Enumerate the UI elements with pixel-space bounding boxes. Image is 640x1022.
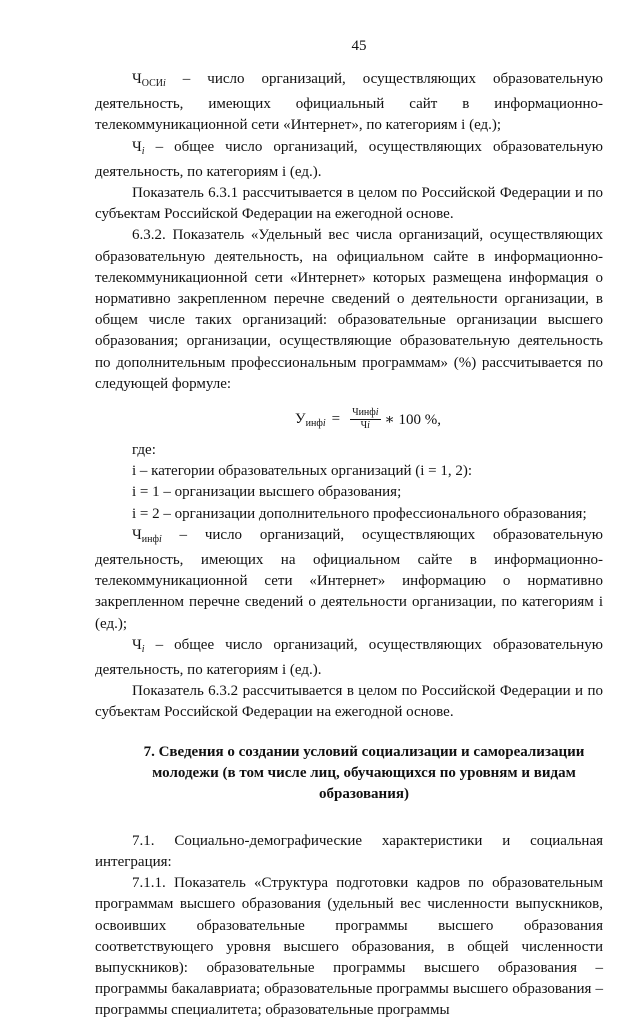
document-page [95, 38, 603, 1022]
definition-chinf-text: – число организаций, осуществляющих образовательную деятельность, имеющих на официальном сайте в информационно-телекоммуникационной сети «Интернет» информацию о нормативно закрепленном перечне сведений о деятельности организации, по категориям i (ед.); [95, 526, 603, 632]
definition-chosi [95, 69, 603, 137]
where-label: где: [132, 442, 156, 459]
paragraph-632-note: Показатель 6.3.2 рассчитывается в целом по Российской Федерации и по субъектам Российской Федерации на ежегодной основе. [95, 683, 603, 721]
definition-chi-2-text: – общее число организаций, осуществляющих образовательную деятельность, по категориям i (ед.). [95, 636, 603, 679]
formula-denominator: Чi [360, 420, 370, 432]
formula-numerator: Чинфi [352, 407, 379, 419]
definition-chosi-text: – число организаций, осуществляющих образовательную деятельность, имеющих официальный сайт в информационно-телекоммуникационной сети «Интернет», по категориям i (ед.); [95, 71, 603, 134]
symbol-chosi: $Ч_{ОСИi}$ [132, 71, 166, 89]
formula-equals: = [331, 411, 341, 428]
def-i2: i = 2 – организации дополнительного профессионального образования; [132, 505, 587, 522]
def-i1: i = 1 – организации высшего образования; [132, 484, 402, 501]
page-number: 45 [351, 38, 367, 54]
formula-fraction [350, 407, 380, 432]
formula-rest: ∗ 100 %, [384, 412, 441, 429]
definition-chi-text: – общее число организаций, осуществляющих образовательную деятельность, по категориям i (ед.). [95, 138, 603, 180]
formula-lhs: $У_{инфi}$ [295, 410, 326, 429]
paragraph-71: 7.1. Социально-демографические характеристики и социальная интеграция: [95, 832, 603, 870]
def-i: i – категории образовательных организаций (i = 1, 2): [132, 463, 473, 480]
formula [295, 407, 603, 432]
paragraph-631-note: Показатель 6.3.1 рассчитывается в целом по Российской Федерации и по субъектам Российской Федерации на ежегодной основе. [95, 185, 603, 223]
definition-chi-2: $Ч_i$ – общее число организаций, осуществляющих образовательную деятельность, по категориям i (ед.). [95, 636, 603, 679]
paragraph-711: 7.1.1. Показатель «Структура подготовки кадров по образовательным программам высшего образования (удельный вес численности выпускников, освоивших образовательные программы высшего образования соответствующего уровня высшего образования, в общей численности выпускников): образовательные программы высшего образования – программы бакалавриата; образовательные программы высшего образования – программы специалитета; образовательные программы [95, 875, 603, 1019]
section-heading-7: 7. Сведения о создании условий социализации и самореализации молодежи (в том числе лиц, обучающихся по уровням и видам образования) [143, 743, 585, 802]
definition-chinf: $Ч_{инфi}$ – число организаций, осуществляющих образовательную деятельность, имеющих на официальном сайте в информационно-телекоммуникационной сети «Интернет» информацию о нормативно закрепленном перечне сведений о деятельности организации, по категориям i (ед.); [95, 526, 603, 632]
paragraph-632: 6.3.2. Показатель «Удельный вес числа организаций, осуществляющих образовательную деятельность, на официальном сайте в информационно-телекоммуникационной сети «Интернет» которых размещена информация о нормативно закрепленном перечне сведений о деятельности организации, в общем числе таких организаций: образовательные организации высшего образования; организации, осуществляющие образовательную деятельность по дополнительным профессиональным программам» (%) рассчитывается по следующей формуле: [95, 227, 603, 392]
definition-chi: $Ч_i$ – общее число организаций, осуществляющих образовательную деятельность, по категориям i (ед.). [95, 138, 603, 180]
